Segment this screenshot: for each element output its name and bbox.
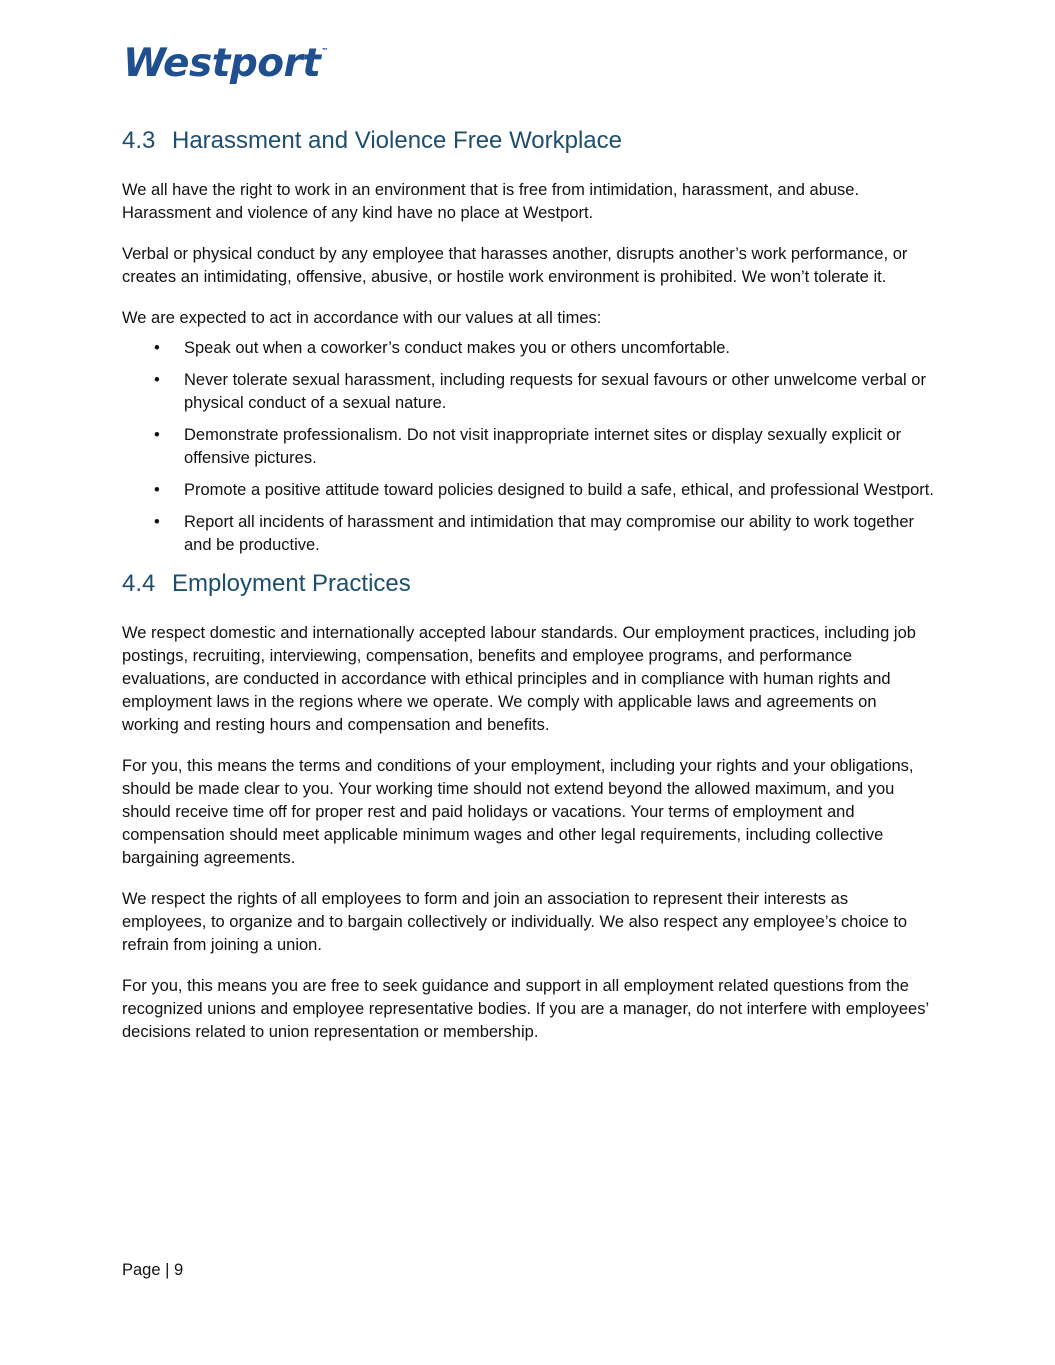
page-number: Page | 9 — [122, 1261, 184, 1279]
paragraph: For you, this means the terms and conditions of your employment, including your rights and your obligations, should be made clear to you. Your working time should not extend beyond the allowed maximum, and you should receive time off for proper rest and paid holidays or vacations. Your terms of employment and compensation should meet applicable minimum wages and other legal requirements, including collective bargaining agreements. — [122, 757, 914, 867]
westport-logo — [123, 41, 329, 86]
bullet-icon: • — [154, 426, 160, 444]
section-title: Employment Practices — [172, 570, 411, 597]
paragraph: We all have the right to work in an environment that is free from intimidation, harassment, and abuse. Harassment and violence of any kind have no place at Westport. — [122, 181, 860, 222]
list-item — [122, 337, 937, 360]
list-item-text: Demonstrate professionalism. Do not visit inappropriate internet sites or display sexually explicit or offensive pictures. — [184, 426, 902, 467]
logo-text: Westport — [123, 41, 321, 86]
trademark-mark: ™ — [321, 47, 329, 55]
document-body — [122, 124, 937, 1062]
paragraph: For you, this means you are free to seek guidance and support in all employment related questions from the recognized unions and employee representative bodies. If you are a manager, do not interfere with employees’ decisions related to union representation or membership. — [122, 977, 929, 1041]
paragraph: We respect the rights of all employees to form and join an association to represent their interests as employees, to organize and to bargain collectively or individually. We also respect any employee’s choice to refrain from joining a union. — [122, 890, 908, 954]
section-number: 4.3 — [122, 127, 156, 154]
list-item — [122, 479, 937, 502]
paragraph: We respect domestic and internationally accepted labour standards. Our employment practices, including job postings, recruiting, interviewing, compensation, benefits and employee programs, and performance evaluations, are conducted in accordance with ethical principles and in compliance with human rights and employment laws in the regions where we operate. We comply with applicable laws and agreements on working and resting hours and compensation and benefits. — [122, 624, 916, 734]
list-item-text: Report all incidents of harassment and intimidation that may compromise our ability to work together and be productive. — [184, 513, 915, 554]
list-item-text: Promote a positive attitude toward policies designed to build a safe, ethical, and professional Westport. — [184, 481, 934, 499]
bullet-icon: • — [154, 481, 160, 499]
values-list — [122, 337, 937, 557]
section-heading-4-3 — [122, 124, 937, 158]
list-item-text: Speak out when a coworker’s conduct makes you or others uncomfortable. — [184, 339, 731, 357]
list-item — [122, 511, 937, 557]
list-intro: We are expected to act in accordance with our values at all times: — [122, 309, 602, 327]
section-number: 4.4 — [122, 570, 156, 597]
bullet-icon: • — [154, 513, 160, 531]
section-title: Harassment and Violence Free Workplace — [172, 127, 622, 154]
paragraph: Verbal or physical conduct by any employee that harasses another, disrupts another’s work performance, or creates an intimidating, offensive, abusive, or hostile work environment is prohibited. We won’t tolerate it. — [122, 245, 908, 286]
list-item-text: Never tolerate sexual harassment, including requests for sexual favours or other unwelcome verbal or physical conduct of a sexual nature. — [184, 371, 926, 412]
section-heading-4-4 — [122, 567, 937, 601]
list-item — [122, 369, 937, 415]
bullet-icon: • — [154, 371, 160, 389]
list-item — [122, 424, 937, 470]
bullet-icon: • — [154, 339, 160, 357]
